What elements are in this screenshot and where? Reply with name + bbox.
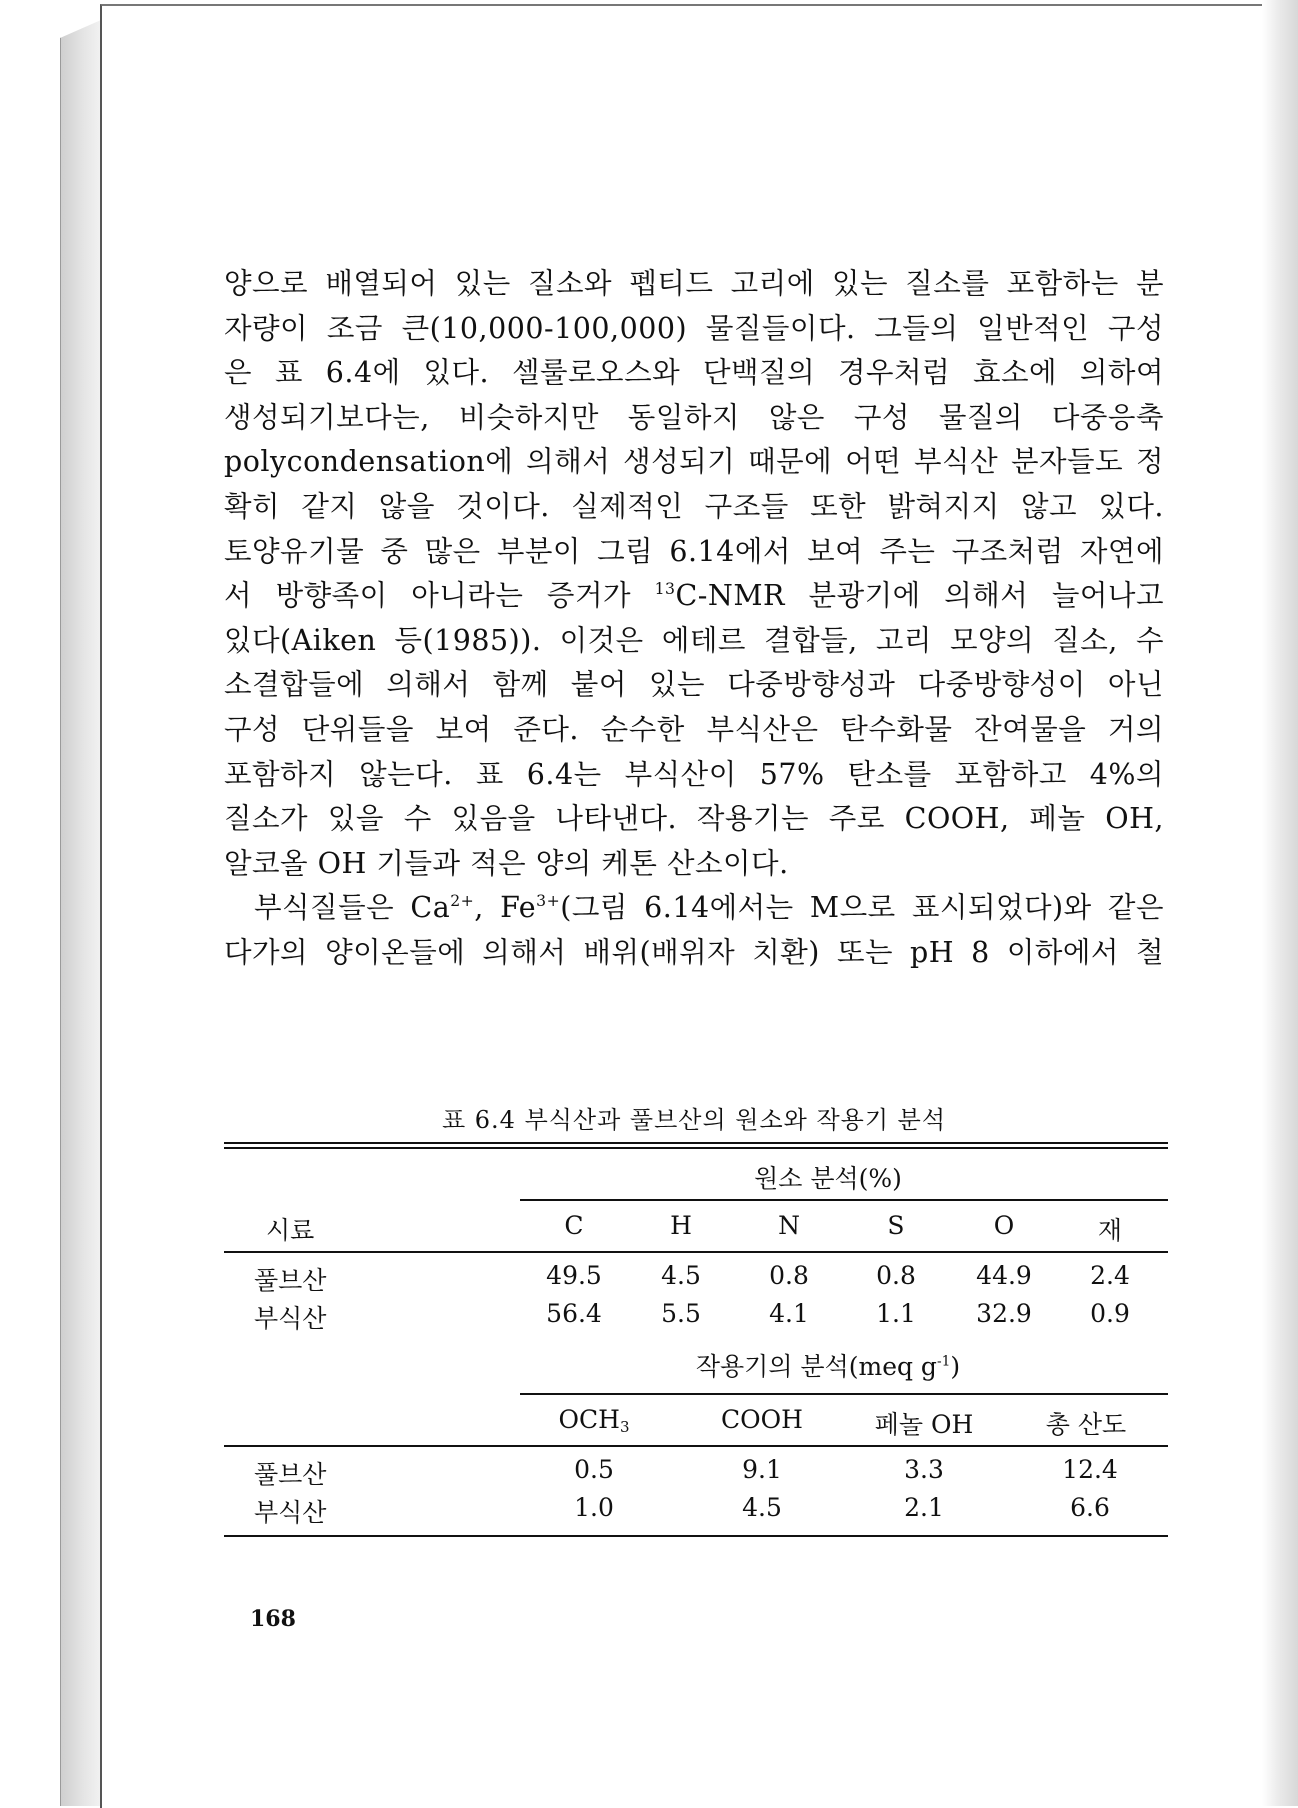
text-line: 토양유기물 중 많은 부분이 그림 6.14에서 보여 주는 구조처럼 자연에 bbox=[224, 534, 1164, 568]
superscript: -1 bbox=[936, 1353, 951, 1370]
header-rule bbox=[224, 1251, 1168, 1253]
text-line: 자량이 조금 큰(10,000-100,000) 물질들이다. 그들의 일반적인 구성 bbox=[224, 311, 1164, 345]
text-fragment: 서 방향족이 아니라는 증거가 bbox=[224, 579, 655, 613]
cell-value: 2.4 bbox=[1090, 1261, 1130, 1290]
column-header-phenol-oh: 페놀 OH bbox=[874, 1410, 974, 1439]
cell-value: 2.1 bbox=[904, 1493, 944, 1522]
page-right-shadow bbox=[1262, 0, 1298, 1806]
table-column-header-row bbox=[224, 1201, 1168, 1251]
text-line: 질소가 있을 수 있음을 나타낸다. 작용기는 주로 COOH, 페놀 OH, bbox=[224, 802, 1164, 836]
superscript: 13 bbox=[654, 579, 676, 599]
text-fragment: , Fe bbox=[474, 891, 537, 925]
cell-value: 6.6 bbox=[1070, 1493, 1110, 1522]
cell-value: 3.3 bbox=[904, 1455, 944, 1484]
cell-value: 56.4 bbox=[546, 1299, 602, 1328]
cell-value: 0.8 bbox=[769, 1261, 809, 1290]
page-number: 168 bbox=[250, 1606, 296, 1632]
text-line: 구성 단위들을 보여 준다. 순수한 부식산은 탄수화물 잔여물을 거의 bbox=[224, 712, 1164, 746]
table-row bbox=[224, 1455, 1168, 1493]
cell-value: 1.1 bbox=[876, 1299, 916, 1328]
text-fragment: 부식질들은 Ca bbox=[254, 891, 451, 925]
text-line: 알코올 OH 기들과 적은 양의 케톤 산소이다. bbox=[224, 846, 789, 880]
text-line: 은 표 6.4에 있다. 셀룰로오스와 단백질의 경우처럼 효소에 의하여 bbox=[224, 356, 1164, 390]
book-spine-edge bbox=[60, 20, 101, 1806]
column-header-och3 bbox=[559, 1405, 630, 1434]
cell-value: 1.0 bbox=[574, 1493, 614, 1522]
text-line: 있다(Aiken 등(1985)). 이것은 에테르 결합들, 고리 모양의 질소, 수 bbox=[224, 623, 1164, 657]
subscript: 3 bbox=[619, 1417, 630, 1436]
column-header-c: C bbox=[564, 1211, 584, 1240]
table-bottom-rule bbox=[224, 1535, 1168, 1537]
header-rule bbox=[224, 1445, 1168, 1447]
header-fragment: 작용기의 분석(meq g bbox=[695, 1352, 937, 1381]
table-row bbox=[224, 1261, 1168, 1299]
cell-value: 4.5 bbox=[742, 1493, 782, 1522]
cell-value: 4.5 bbox=[661, 1261, 701, 1290]
cell-value: 32.9 bbox=[976, 1299, 1032, 1328]
superscript: 2+ bbox=[450, 891, 475, 911]
superscript: 3+ bbox=[536, 891, 561, 911]
text-line: 소결합들에 의해서 함께 붙어 있는 다중방향성과 다중방향성이 아닌 bbox=[224, 668, 1164, 702]
table-row bbox=[224, 1493, 1168, 1535]
text-line: 확히 같지 않을 것이다. 실제적인 구조들 또한 밝혀지지 않고 있다. bbox=[224, 489, 1164, 523]
text-line bbox=[224, 574, 1164, 619]
cell-value: 0.9 bbox=[1090, 1299, 1130, 1328]
column-header-ash: 재 bbox=[1097, 1216, 1123, 1245]
functional-column-header-row bbox=[224, 1395, 1168, 1445]
column-header-s: S bbox=[887, 1211, 905, 1240]
data-table bbox=[224, 1142, 1168, 1537]
text-line: 포함하지 않는다. 표 6.4는 부식산이 57% 탄소를 포함하고 4%의 bbox=[224, 757, 1164, 791]
text-line: 생성되기보다는, 비슷하지만 동일하지 않은 구성 물질의 다중응축 bbox=[224, 400, 1164, 434]
cell-value: 0.5 bbox=[574, 1455, 614, 1484]
cell-value: 5.5 bbox=[661, 1299, 701, 1328]
header-fragment: ) bbox=[950, 1352, 961, 1381]
text-line: polycondensation에 의해서 생성되기 때문에 어떤 부식산 분자들도 정 bbox=[224, 445, 1164, 479]
table-top-rule bbox=[224, 1142, 1168, 1149]
column-header-cooh: COOH bbox=[721, 1405, 803, 1434]
functional-group-header-row bbox=[224, 1343, 1168, 1393]
column-header-n: N bbox=[778, 1211, 800, 1240]
sample-name: 풀브산 bbox=[254, 1266, 327, 1295]
elemental-group-header: 원소 분석(%) bbox=[754, 1164, 902, 1193]
table-group-header-row bbox=[224, 1149, 1168, 1199]
column-header-h: H bbox=[670, 1211, 692, 1240]
text-fragment: C-NMR 분광기에 의해서 늘어나고 bbox=[675, 579, 1164, 613]
body-text bbox=[224, 262, 1164, 976]
column-header-o: O bbox=[993, 1211, 1015, 1240]
functional-group-header bbox=[696, 1347, 960, 1383]
text-line bbox=[224, 886, 1164, 931]
header-fragment: OCH bbox=[558, 1405, 620, 1434]
sample-name: 풀브산 bbox=[254, 1460, 327, 1489]
column-header-total-acidity: 총 산도 bbox=[1045, 1410, 1127, 1439]
cell-value: 12.4 bbox=[1062, 1455, 1118, 1484]
sample-column-header: 시료 bbox=[266, 1216, 315, 1245]
text-line: 다가의 양이온들에 의해서 배위(배위자 치환) 또는 pH 8 이하에서 철 bbox=[224, 935, 1164, 969]
table-caption: 표 6.4 부식산과 풀브산의 원소와 작용기 분석 bbox=[441, 1106, 947, 1134]
sample-name: 부식산 bbox=[254, 1498, 327, 1527]
cell-value: 44.9 bbox=[976, 1261, 1032, 1290]
table-row bbox=[224, 1299, 1168, 1343]
sample-name: 부식산 bbox=[254, 1304, 327, 1333]
cell-value: 0.8 bbox=[876, 1261, 916, 1290]
text-fragment: (그림 6.14에서는 M으로 표시되었다)와 같은 bbox=[560, 891, 1164, 925]
cell-value: 9.1 bbox=[742, 1455, 782, 1484]
text-line: 양으로 배열되어 있는 질소와 펩티드 고리에 있는 질소를 포함하는 분 bbox=[224, 267, 1164, 300]
cell-value: 4.1 bbox=[769, 1299, 809, 1328]
cell-value: 49.5 bbox=[546, 1261, 602, 1290]
